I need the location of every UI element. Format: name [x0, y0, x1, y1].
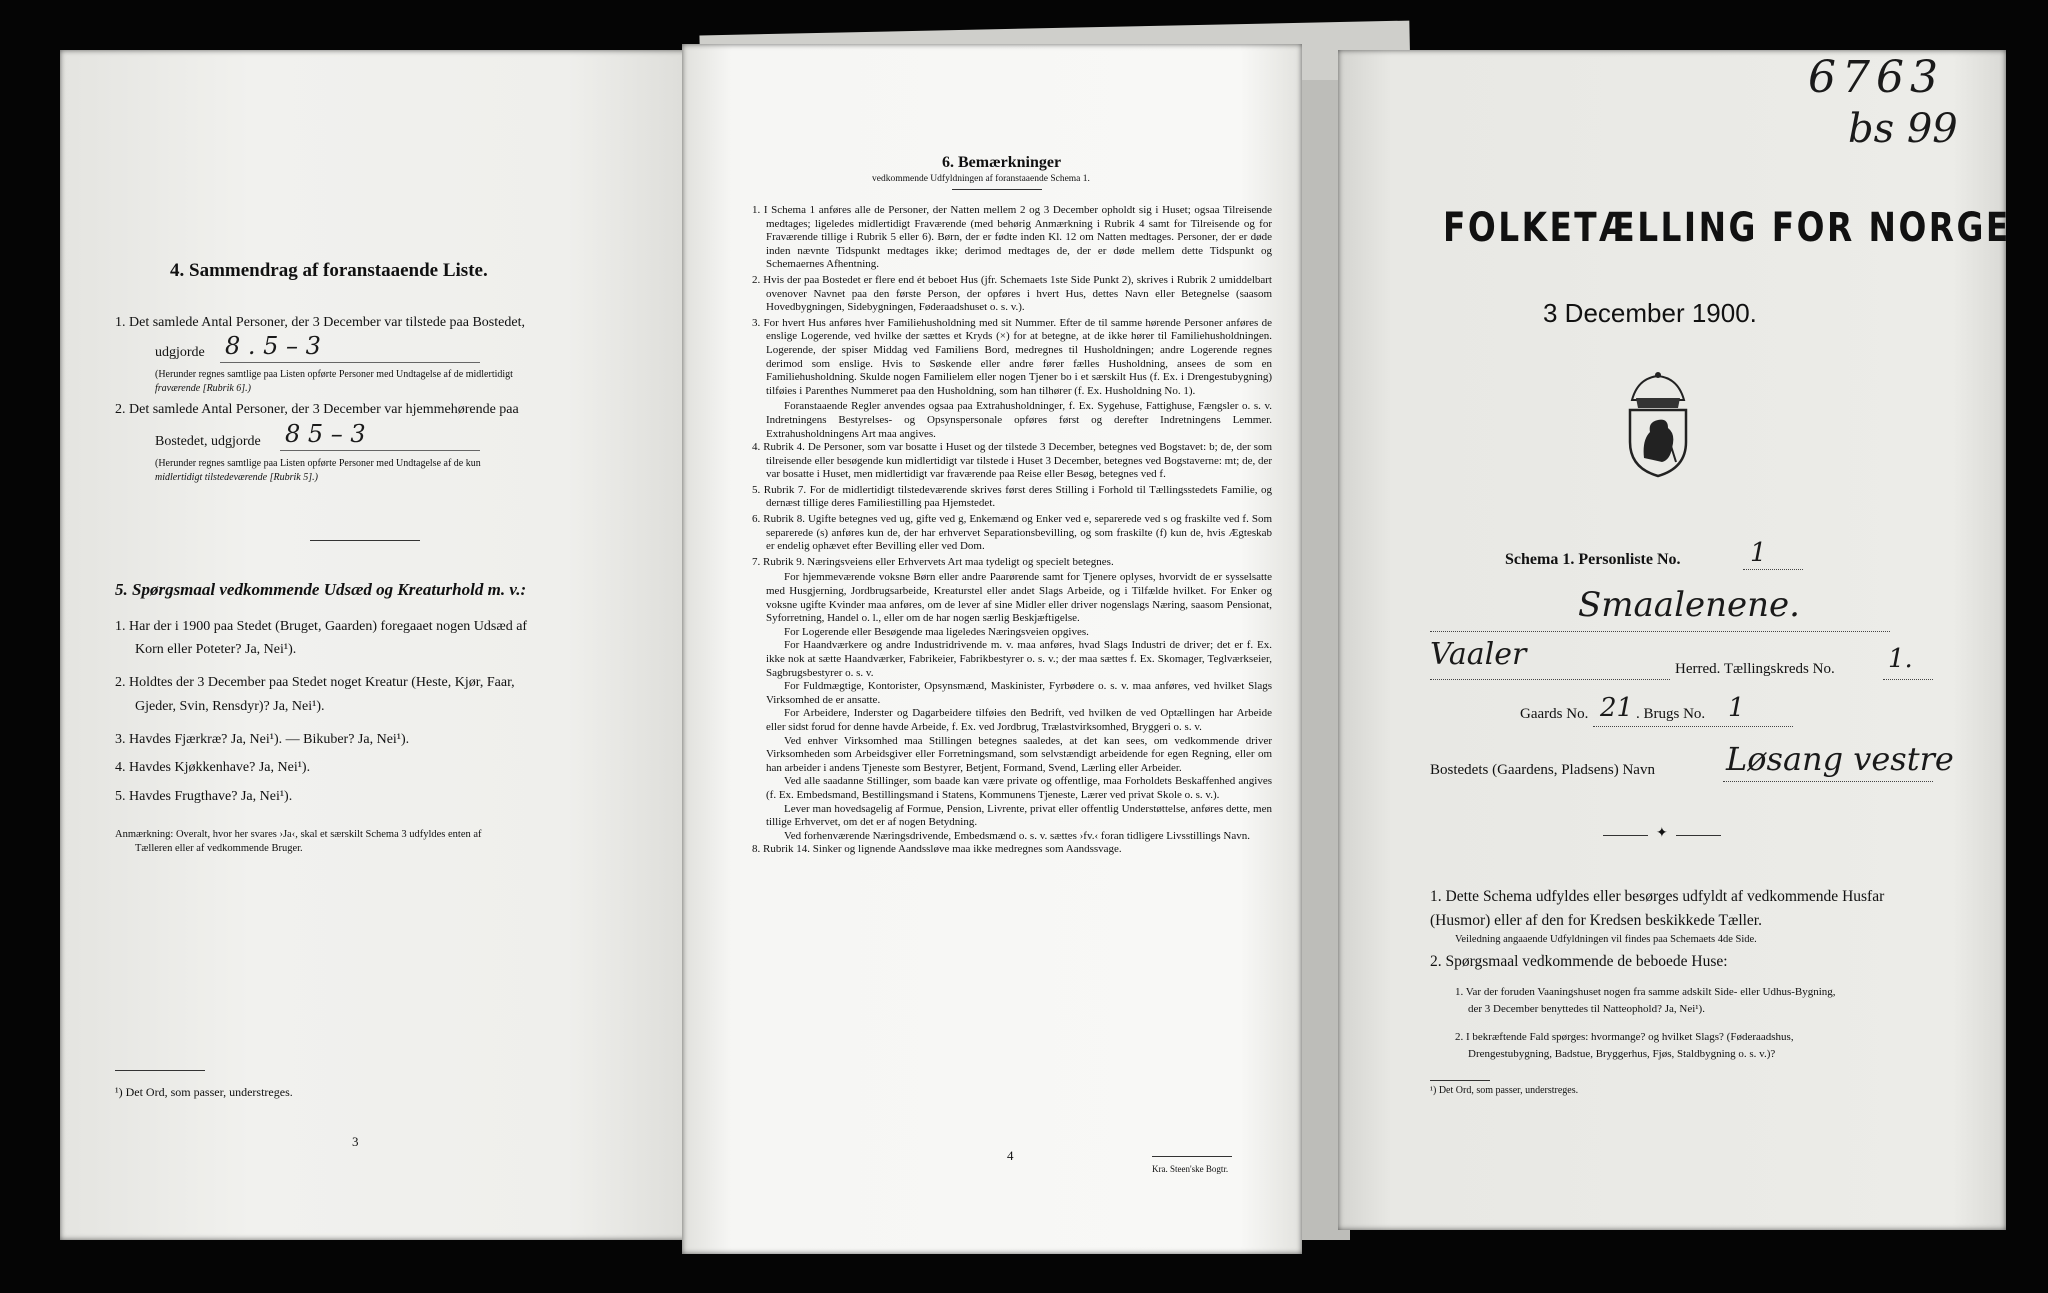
remark-item: For Fuldmægtige, Kontorister, Opsynsmænd, Maskinister, Fyrbødere o. s. v. maa anføres, ved hvilket Slags Virksomhed de er ansatte.	[766, 680, 1272, 706]
herred-handwritten: Vaaler	[1430, 637, 1527, 672]
remark-item: Foranstaaende Regler anvendes ogsaa paa Extrahusholdninger, f. Ex. Sygehuse, Fattighuse, Fængsler o. s. v. Indretningens Bestyrelses- og Opsynspersonale opføres først og derefter Indretningens Lemmer. Extrahusholdningens Art maa angives.	[766, 400, 1272, 440]
county-handwritten: Smaalenene.	[1578, 585, 1800, 625]
title-rule	[952, 189, 1042, 190]
schema-no: 1	[1750, 538, 1767, 568]
q2-line2: Bostedet, udgjorde	[155, 434, 261, 449]
q1-answer-line	[220, 362, 480, 363]
remark-item: Ved enhver Virksomhed maa Stillingen betegnes saaledes, at det kan sees, om vedkommende driver Virksomheden som Arbeidsgiver eller Forretningsmand, som selvstændigt arbeidende for egen Regning, eller om han arbeider i andens Tjeneste som Bestyrer, Betjent, Formand, Svend, Lærling eller Arbeider.	[766, 734, 1272, 774]
page-number: 3	[352, 1134, 359, 1149]
s5-q2b: Gjeder, Svin, Rensdyr)? Ja, Nei¹).	[135, 699, 325, 714]
remark-item: 5. Rubrik 7. For de midlertidigt tilstedeværende skrives først deres Stilling i Forhold til Tællingsstedets Familie, og dernæst tillige deres Familiestilling paa Hjemstedet.	[752, 483, 1272, 510]
remark-item: For Haandværkere og andre Industridrivende m. v. maa anføres, hvad Slags Industri de driver; det er f. Ex. ikke nok at sætte Haandværker, Fabrikeier, Fabrikbestyrer o. s. v.; der maa sættes f. Ex. Skomager, Teglværkseier, Sagbrugsbestyrer o. s. v.	[766, 639, 1272, 679]
remark-item: 3. For hvert Hus anføres hver Familiehusholdning med sit Nummer. Efter de til samme hørende Personer anføres de enslige Logerende, ved hvilke der sættes et Kryds (×) for at betegne, at de ikke hører til Familiehusholdningen. Logerende, der spiser Middag ved Familiens Bord, medregnes til Husholdningen; andre Logerende regnes derimod som enslige. Hvis to Søskende eller andre fører fælles Husholdning, ansees de som en Familiehusholdning. Skulde nogen Familielem eller nogen Tjener bo i et særskilt Hus (f. Ex. i Drengestubygning) tilføies i Parenthes Nummeret paa den Husholdning, som han tilhører (f. Ex. Husholdning No. 1).	[752, 316, 1272, 397]
coat-of-arms-icon	[1618, 370, 1698, 480]
bosted-line	[1723, 780, 1933, 782]
county-line	[1430, 630, 1890, 632]
q2-line1: 2. Det samlede Antal Personer, der 3 December var hjemmehørende paa	[115, 402, 519, 417]
gaards-label: Gaards No.	[1520, 706, 1589, 722]
archive-code: bs 99	[1848, 106, 1958, 152]
s5-q1a: 1. Har der i 1900 paa Stedet (Bruget, Gaarden) foregaaet nogen Udsæd af	[115, 619, 528, 634]
remark-item: For hjemmeværende voksne Børn eller andre Paarørende samt for Tjenere oplyses, hvorvidt de er sysselsatte med Husgjerning, Jordbrugsarbeide, Kreaturstel eller andet Slags Arbeide, og i Tilfælde hvilket. For Enker og voksne ugifte Kvinder maa anføres, om de lever af sine Midler eller driver nogenslags Næring, saasom Pensionat, Syforretning, Handel o. l., eller om de har nogen særlig Beskjæftigelse.	[766, 571, 1272, 625]
instruction-2-q1b: der 3 December benyttedes til Natteophold? Ja, Nei¹).	[1468, 1003, 1705, 1015]
divider-right	[1676, 835, 1721, 836]
q2-answer-line	[280, 450, 480, 451]
archive-number: 6763	[1808, 52, 1944, 103]
printer-rule	[1152, 1156, 1232, 1157]
footnote: ¹) Det Ord, som passer, understreges.	[1430, 1085, 1579, 1096]
left-page	[60, 50, 695, 1240]
divider-left	[1603, 835, 1648, 836]
census-date: 3 December 1900.	[1543, 298, 1757, 328]
section5-title: 5. Spørgsmaal vedkommende Udsæd og Kreaturhold m. v.:	[115, 580, 527, 599]
remark-item: 4. Rubrik 4. De Personer, som var bosatte i Huset og der tilstede 3 December, betegnes ved Bogstavet: b; de, der som tilreisende eller besøgende kun midlertidigt var tilstede i Huset 3 December, betegnes ved Bogstaverne: mt; de, der var bosatte i Huset, men midlertidigt var fraværende paa Reise eller Besøg, betegnes ved f.	[752, 441, 1273, 481]
instruction-1: 1. Dette Schema udfyldes eller besørges udfyldt af vedkommende Husfar (Husmor) eller af den for Kredsen beskikkede Tæller.	[1430, 888, 1885, 929]
herred-line	[1430, 678, 1670, 680]
gaards-no: 21	[1600, 693, 1634, 723]
page-number: 4	[1007, 1148, 1014, 1163]
footnote-rule	[1430, 1080, 1490, 1081]
q1-line2: udgjorde	[155, 345, 205, 360]
annotation-line1: Anmærkning: Overalt, hvor her svares ›Ja‹, skal et særskilt Schema 3 udfyldes enten af	[115, 829, 482, 840]
remarks-title: 6. Bemærkninger	[942, 154, 1062, 171]
instruction-2-q2a: 2. I bekræftende Fald spørges: hvormange? og hvilket Slags? (Føderaadshus,	[1455, 1031, 1794, 1043]
section4-title: 4. Sammendrag af foranstaaende Liste.	[170, 260, 488, 281]
remark-item: Lever man hovedsagelig af Formue, Pension, Livrente, privat eller offentlig Understøttelse, anføres dette, men tillige Erhvervet, om det er af nogen Betydning.	[766, 802, 1272, 829]
s5-q2a: 2. Holdtes der 3 December paa Stedet noget Kreatur (Heste, Kjør, Faar,	[115, 675, 515, 690]
remark-item: For Arbeidere, Inderster og Dagarbeidere tilføies den Bedrift, ved hvilken de ved Optællingen har Arbeide eller sidst forud for denne havde Arbeide, f. Ex. ved Jordbrug, Trælastvirksomhed, Bryggeri o. s. v.	[766, 707, 1272, 733]
s5-q5: 5. Havdes Frugthave? Ja, Nei¹).	[115, 789, 293, 804]
remark-item: 1. I Schema 1 anføres alle de Personer, der Natten mellem 2 og 3 December opholdt sig i Huset; ogsaa Tilreisende medtages; ligeledes midlertidigt Fraværende (med behørig Anmærkning i Rubrik 4 samt for Tilreisende og for Fraværende tillige i Rubrik 5 eller 6). Børn, der er fødte inden Kl. 12 om Natten medtages. Personer, der er døde inden nævnte Tidspunkt medtages ikke; derimod medtages de, der er døde mellem dette Tidspunkt og Schemaernes Afhentning.	[752, 204, 1272, 271]
q1-note1: (Herunder regnes samtlige paa Listen opførte Personer med Undtagelse af de midlertidigt	[155, 369, 513, 380]
q2-handwritten-value: 8 5 – 3	[285, 420, 366, 448]
herred-label: Herred. Tællingskreds No.	[1675, 661, 1835, 677]
remark-item: Ved alle saadanne Stillinger, som baade kan være private og offentlige, maa Forholdets Beskaffenhed angives (f. Ex. Embedsmand, Bestillingsmand i Statens, Kommunens Tjeneste, Lærer ved privat Skole o. s. v.).	[766, 775, 1272, 801]
middle-page	[682, 44, 1302, 1254]
q2-note1: (Herunder regnes samtlige paa Listen opførte Personer med Undtagelse af de kun	[155, 458, 481, 469]
instruction-2-q1a: 1. Var der foruden Vaaningshuset nogen fra samme adskilt Side- eller Udhus-Bygning,	[1455, 986, 1836, 998]
remark-item: Ved forhenværende Næringsdrivende, Embedsmænd o. s. v. sættes ›fv.‹ foran tidligere Livsstillings Navn.	[784, 829, 1250, 842]
bosted-label: Bostedets (Gaardens, Pladsens) Navn	[1430, 762, 1655, 778]
q1-handwritten-value: 8 . 5 – 3	[225, 332, 321, 360]
s5-q4: 4. Havdes Kjøkkenhave? Ja, Nei¹).	[115, 760, 311, 775]
annotation-line2: Tælleren eller af vedkommende Bruger.	[135, 843, 303, 854]
divider-ornament: ✦	[1656, 826, 1668, 841]
bosted-handwritten: Løsang vestre	[1726, 740, 1954, 778]
q1-line1: 1. Det samlede Antal Personer, der 3 December var tilstede paa Bostedet,	[115, 315, 525, 330]
remark-item: 2. Hvis der paa Bostedet er flere end ét beboet Hus (jfr. Schemaets 1ste Side Punkt 2), skrives i Rubrik 2 umiddelbart ovenover Navnet paa den første Person, der opføres i hvert Hus, dettes Navn eller Betegnelse (saasom Hovedbygningen, Sidebygningen, Føderaadshuset o. s. v.).	[752, 273, 1272, 314]
schema-label: Schema 1. Personliste No.	[1505, 551, 1681, 568]
s5-q1b: Korn eller Poteter? Ja, Nei¹).	[135, 642, 297, 657]
brugs-no: 1	[1728, 693, 1745, 723]
instruction-1-note: Veiledning angaaende Udfyldningen vil findes paa Schemaets 4de Side.	[1455, 934, 1757, 945]
brugs-label: . Brugs No.	[1636, 706, 1706, 722]
printer-mark: Kra. Steen'ske Bogtr.	[1152, 1164, 1229, 1174]
census-title: FOLKETÆLLING FOR NORGE	[1443, 205, 2011, 251]
section-divider	[310, 540, 420, 541]
kreds-no: 1.	[1888, 644, 1913, 674]
gaards-line	[1593, 725, 1793, 727]
remark-item: 6. Rubrik 8. Ugifte betegnes ved ug, gifte ved g, Enkemænd og Enker ved e, separerede ved s og fraskilte ved f. Som separerede (s) anføres kun de, der har erhvervet Separationsbevilling, og som fraskilte (f) kun de, hvis Ægteskab er endelig ophævet efter Bevilling eller ved Dom.	[752, 513, 1272, 553]
instruction-2-q2b: Drengestubygning, Badstue, Bryggerhus, Fjøs, Staldbygning o. s. v.)?	[1468, 1048, 1776, 1060]
q2-note2: midlertidigt tilstedeværende [Rubrik 5].)	[155, 472, 318, 483]
right-page	[1338, 50, 2011, 1230]
remarks-list	[752, 204, 1272, 859]
instruction-2: 2. Spørgsmaal vedkommende de beboede Huse:	[1430, 953, 1728, 970]
kreds-line	[1883, 678, 1933, 680]
footnote-rule	[115, 1070, 205, 1071]
schema-no-line	[1743, 568, 1803, 570]
footnote: ¹) Det Ord, som passer, understreges.	[115, 1085, 293, 1099]
remark-item: 8. Rubrik 14. Sinker og lignende Aandssløve maa ikke medregnes som Aandssvage.	[752, 843, 1122, 856]
s5-q3: 3. Havdes Fjærkræ? Ja, Nei¹). — Bikuber? Ja, Nei¹).	[115, 732, 410, 747]
remark-item: For Logerende eller Besøgende maa ligeledes Næringsveien opgives.	[784, 625, 1089, 638]
q1-note2: fraværende [Rubrik 6].)	[155, 383, 252, 394]
remark-item: 7. Rubrik 9. Næringsveiens eller Erhvervets Art maa tydeligt og specielt betegnes.	[752, 555, 1114, 568]
remarks-subtitle: vedkommende Udfyldningen af foranstaaende Schema 1.	[872, 174, 1090, 184]
